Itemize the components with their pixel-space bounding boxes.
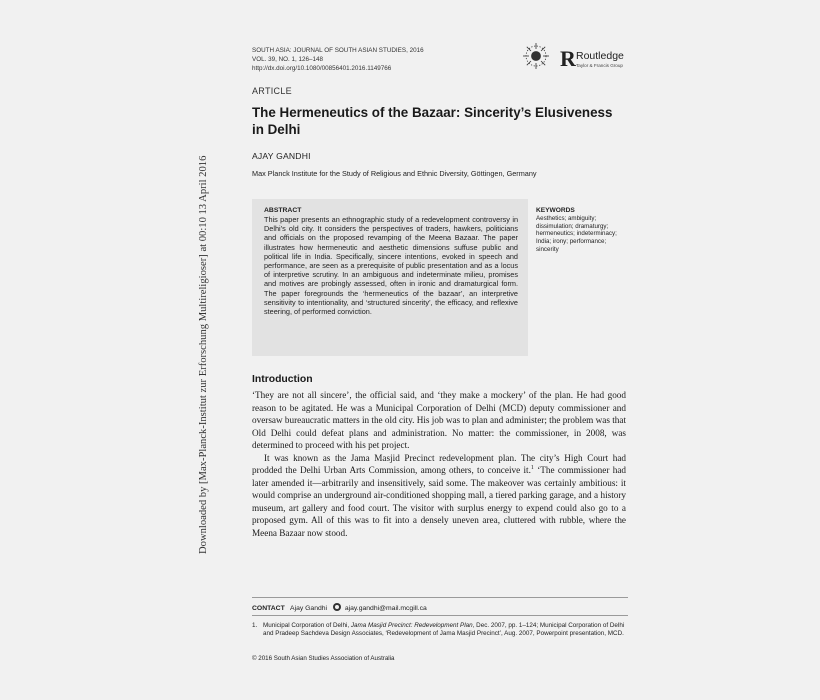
abstract-box	[252, 199, 528, 356]
download-note: Downloaded by [Max-Planck-Institut zur Erforschung Multireligioser] at 00:10 13 April 2016	[198, 155, 209, 554]
paragraph	[252, 452, 626, 540]
body-text	[252, 389, 626, 539]
download-watermark	[176, 150, 209, 570]
abstract-heading: ABSTRACT	[264, 207, 302, 214]
contact-email[interactable]: ajay.gandhi@mail.mcgill.ca	[344, 605, 427, 612]
journal-seal-icon	[522, 42, 550, 72]
footnote-text-part: Municipal Corporation of Delhi,	[263, 622, 351, 629]
author-affiliation: Max Planck Institute for the Study of Religious and Ethnic Diversity, Göttingen, Germany	[252, 169, 537, 178]
footnote-text	[263, 622, 628, 638]
journal-name: SOUTH ASIA: JOURNAL OF SOUTH ASIAN STUDIES, 2016	[252, 47, 424, 54]
contact-line	[252, 603, 427, 612]
journal-info	[252, 46, 424, 73]
publisher-mark: R	[560, 46, 576, 71]
keywords-heading: KEYWORDS	[536, 207, 575, 214]
paragraph-text: It was known as the Jama Masjid Precinct redevelopment plan. The city’s High Court had prodded the Delhi Urban Arts Commission, among others, to conceive it.	[252, 452, 626, 475]
journal-doi[interactable]: http://dx.doi.org/10.1080/00856401.2016.1149766	[252, 65, 392, 72]
copyright-notice: © 2016 South Asian Studies Association of Australia	[252, 655, 395, 662]
contact-label: CONTACT	[252, 605, 285, 612]
footnote-italic-title: Jama Masjid Precinct: Redevelopment Plan	[350, 622, 473, 629]
journal-volume: VOL. 39, NO. 1, 126–148	[252, 56, 324, 63]
footnote-divider	[252, 615, 628, 616]
keywords-text: Aesthetics; ambiguity; dissimulation; dramaturgy; hermeneutics; indeterminacy; India; irony; performance; sincerity	[536, 215, 617, 253]
paragraph: ‘They are not all sincere’, the official said, and ‘they make a mockery’ of the plan. He had good reason to be agitated. He was a Municipal Corporation of Delhi (MCD) deputy commissioner and oversaw bureaucratic matters in the old city. His job was to plan and administer; the problem was that Old Delhi could defeat plans and administration. No matter: the commissioner, in 2008, was determined to proceed with his pet project.	[252, 390, 626, 450]
paragraph-text: ‘The commissioner had later amended it—arbitrarily and insensitively, said some. The makeover was certainly ambitious: it would comprise an underground air-conditioned shopping mall, a tiered parking garage, and a history museum, art gallery and food court. The visitor with surplus energy to expend could also go to a proposed gym. All of this was to fit into a densely uneven area, cluttered with rubble, where the Meena Bazaar now stood.	[252, 465, 626, 538]
article-type: ARTICLE	[252, 86, 292, 96]
publisher-group: Taylor & Francis Group	[576, 63, 623, 68]
section-heading-introduction: Introduction	[252, 374, 313, 385]
abstract-text: This paper presents an ethnographic study of a redevelopment controversy in Delhi’s old city. It considers the perspectives of traders, hawkers, politicians and officials on the proposed revamping of the Meena Bazaar. The paper illustrates how hermeneutic and aesthetic dimensions suffuse public and political life in India. Specifically, sincere intentions, evoked in speech and performance, are seen as a prerequisite of public presentation and as a locus of interpretive scrutiny. In an ambiguous and indeterminate milieu, promises and motives are probingly assessed, often in ironic and dramaturgical form. The paper foregrounds the ‘hermeneutics of the bazaar’, an interpretive sensitivity to intentionality, and ‘structured sincerity’, the efficacy, and reflexive steering, of performed conviction.	[264, 215, 518, 317]
contact-name: Ajay Gandhi	[290, 605, 328, 612]
publisher-name: Routledge	[576, 50, 624, 62]
footnote-number: 1.	[252, 622, 258, 629]
footnote	[252, 622, 628, 638]
footnote-text-part: , Dec. 2007, pp. 1–124; Municipal Corporation of Delhi and Pradeep Sachdeva Design Associates, ‘Redevelopment of Jama Masjid Precinct’, Aug. 2007, Powerpoint presentation, MCD.	[263, 622, 625, 638]
article-title: The Hermeneutics of the Bazaar: Sincerity’s Elusiveness in Delhi	[252, 105, 613, 137]
footer-divider	[252, 597, 628, 598]
email-icon	[333, 603, 341, 611]
footnote-marker[interactable]: 1	[530, 464, 534, 471]
keywords-block	[536, 207, 628, 254]
author-name: AJAY GANDHI	[252, 151, 311, 161]
